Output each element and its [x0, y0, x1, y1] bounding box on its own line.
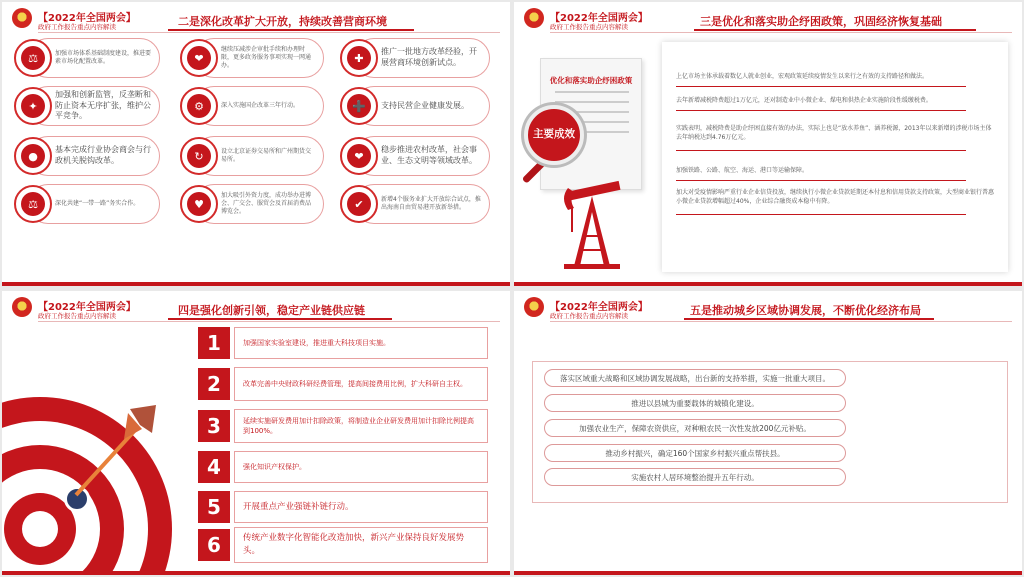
- innovation-item: [234, 527, 488, 563]
- icon-glyph: ❤: [187, 46, 211, 70]
- reform-item-text: 加强和创新监管，反垄断和防止资本无序扩张，维护公平竞争。: [55, 89, 151, 121]
- header-divider: [38, 321, 500, 322]
- bottom-bar: [2, 571, 510, 575]
- result-paragraph: 加强铁路、公路、航空、海运、港口等运输保障。: [676, 167, 809, 174]
- reform-item-text: 深入实施国企改革三年行动。: [221, 101, 300, 109]
- header-title: 【2022年全国两会】: [38, 302, 136, 313]
- title-underline: [168, 29, 414, 31]
- item-number: 2: [198, 368, 230, 400]
- heart-hands-icon: [180, 185, 218, 223]
- slide-title: 五是推动城乡区域协调发展，不断优化经济布局: [690, 304, 921, 317]
- paragraph-divider: [676, 110, 966, 111]
- wind-turbine-icon: [14, 87, 52, 125]
- title-underline: [168, 318, 392, 320]
- icon-glyph: ✦: [21, 94, 45, 118]
- coordination-item: 推进以县城为重要载体的城镇化建设。: [544, 394, 846, 412]
- header-subtitle: 政府工作报告重点内容解读: [550, 312, 628, 320]
- paragraph-divider: [676, 86, 966, 87]
- slide-urban-rural: [514, 291, 1022, 575]
- header-title: 【2022年全国两会】: [550, 13, 648, 24]
- paragraph-divider: [676, 180, 966, 181]
- item-number: 5: [198, 491, 230, 523]
- header-subtitle: 政府工作报告重点内容解读: [38, 23, 116, 31]
- innovation-item: [234, 327, 488, 359]
- innovation-item: [234, 491, 488, 523]
- people-heart-icon: [340, 137, 378, 175]
- slide-title: 二是深化改革扩大开放，持续改善营商环境: [178, 15, 387, 28]
- slide-title: 三是优化和落实助企纾困政策，巩固经济恢复基础: [700, 15, 942, 28]
- header-title: 【2022年全国两会】: [550, 302, 648, 313]
- innovation-item-text: 改革完善中央财政科研经费管理，提高间接费用比例，扩大科研自主权。: [243, 379, 467, 388]
- header-subtitle: 政府工作报告重点内容解读: [38, 312, 116, 320]
- shield-icon: [340, 39, 378, 77]
- coordination-item: 推动乡村振兴，确定160个国家乡村振兴重点帮扶县。: [544, 444, 846, 462]
- bottom-bar: [2, 282, 510, 286]
- slide-relief-policies: [514, 2, 1022, 286]
- reform-item-text: 稳步推进农村改革，社会事业、生态文明等领域改革。: [381, 145, 477, 165]
- item-number: 4: [198, 451, 230, 483]
- icon-glyph: ⚖: [21, 192, 45, 216]
- document-title: 优化和落实助企纾困政策: [549, 76, 633, 85]
- innovation-item: [234, 367, 488, 401]
- innovation-item-text: 传统产业数字化智能化改造加快，新兴产业保持良好发展势头。: [243, 533, 465, 556]
- item-number: 3: [198, 410, 230, 442]
- icon-glyph: ❤: [347, 144, 371, 168]
- innovation-item: [234, 451, 488, 483]
- title-underline: [694, 29, 976, 31]
- balance-scale-icon: [14, 39, 52, 77]
- balance-person-icon: [14, 185, 52, 223]
- reform-item-text: 基本完成行业协会商会与行政机关脱钩改革。: [55, 145, 151, 165]
- reform-item-text: 新增4个服务业扩大开放综合试点，推出海南自由贸易港开放新举措。: [381, 195, 481, 211]
- document-line: [555, 101, 629, 103]
- icon-glyph: ⚙: [187, 94, 211, 118]
- result-paragraph: 上亿市场主体承载着数亿人就业创业，宏观政策延续疫情发生以来行之有效的支持路径和做法。: [676, 73, 929, 80]
- main-results-badge: 主要成效: [524, 105, 584, 165]
- coordination-item: 实施农村人居环境整治提升五年行动。: [544, 468, 846, 486]
- item-number: 1: [198, 327, 230, 359]
- result-paragraph: 去年新增减税降费超过1万亿元，还对制造业中小微企业、煤电和供热企业实施阶段性缓缴税费。: [676, 97, 932, 104]
- reform-item-text: 加大吸引外资力度，成功举办进博会、广交会、服贸会及首届消费品博览会。: [221, 191, 312, 216]
- icon-glyph: ♥: [187, 192, 211, 216]
- icon-glyph: ✚: [347, 46, 371, 70]
- header-title: 【2022年全国两会】: [38, 13, 136, 24]
- bottom-bar: [514, 282, 1022, 286]
- hands-people-icon: [180, 39, 218, 77]
- header-divider: [550, 32, 1012, 33]
- results-panel: [662, 42, 1008, 272]
- document-line: [555, 91, 629, 93]
- group-people-icon: [14, 137, 52, 175]
- gear-hands-icon: [180, 87, 218, 125]
- national-emblem-icon: [524, 297, 544, 317]
- slide-reform-opening: [2, 2, 510, 286]
- cycle-arrows-icon: [180, 137, 218, 175]
- reform-item-text: 推广一批地方改革经验，开展营商环境创新试点。: [381, 47, 477, 67]
- icon-glyph: ●: [21, 144, 45, 168]
- coordination-item: 落实区域重大战略和区域协调发展战略，出台新的支持举措，实施一批重大项目。: [544, 369, 846, 387]
- reform-item-text: 支持民营企业健康发展。: [381, 100, 469, 110]
- icon-glyph: ✔: [347, 192, 371, 216]
- icon-glyph: ⚖: [21, 46, 45, 70]
- result-paragraph: 实践表明，减税降费是助企纾困直接有效的办法，实际上也是“放水养鱼”、涵养税源，2013年以来新增的涉税市场主体去年纳税达到4.76万亿元。: [676, 125, 992, 141]
- bottom-bar: [514, 571, 1022, 575]
- oil-pump-icon: [560, 178, 624, 270]
- icon-glyph: ➕: [347, 94, 371, 118]
- slide-innovation: [2, 291, 510, 575]
- innovation-item: [234, 409, 488, 443]
- slide-title: 四是强化创新引领，稳定产业链供应链: [178, 304, 365, 317]
- header-subtitle: 政府工作报告重点内容解读: [550, 23, 628, 31]
- target-ring: [22, 511, 58, 547]
- innovation-item-text: 强化知识产权保护。: [243, 462, 306, 471]
- icon-glyph: ↻: [187, 144, 211, 168]
- innovation-item-text: 延续实施研发费用加计扣除政策，将制造业企业研发费用加计扣除比例提高到100%。: [243, 416, 474, 435]
- result-paragraph: 加大对受疫情影响严重行业企业信贷投放，继续执行小微企业贷款延期还本付息和信用贷款支持政策，大型商业银行普惠小微企业贷款增幅超过40%，企业综合融资成本稳中有降。: [676, 189, 995, 205]
- coordination-item: 加强农业生产，保障农资供应，对种粮农民一次性发放200亿元补贴。: [544, 419, 846, 437]
- title-underline: [684, 318, 934, 320]
- paragraph-divider: [676, 214, 966, 215]
- reform-item-text: 设立北京证券交易所和广州期货交易所。: [221, 147, 312, 163]
- header-divider: [38, 32, 500, 33]
- national-emblem-icon: [12, 297, 32, 317]
- innovation-item-text: 开展重点产业强链补链行动。: [243, 501, 354, 512]
- reform-item-text: 继续压减涉企审批手续和办理时限，更多政务服务事项实现一网通办。: [221, 45, 312, 70]
- dart-icon: [68, 399, 164, 503]
- reform-item-text: 加强市场体系基础制度建设，推进要素市场化配置改革。: [55, 49, 152, 65]
- national-emblem-icon: [524, 8, 544, 28]
- item-number: 6: [198, 529, 230, 561]
- innovation-item-text: 加强国家实验室建设，推进重大科技项目实施。: [243, 338, 390, 347]
- paragraph-divider: [676, 150, 966, 151]
- shield-check-icon: [340, 185, 378, 223]
- person-plus-icon: [340, 87, 378, 125]
- national-emblem-icon: [12, 8, 32, 28]
- header-divider: [550, 321, 1012, 322]
- reform-item-text: 深化共建“一带一路”务实合作。: [55, 199, 140, 207]
